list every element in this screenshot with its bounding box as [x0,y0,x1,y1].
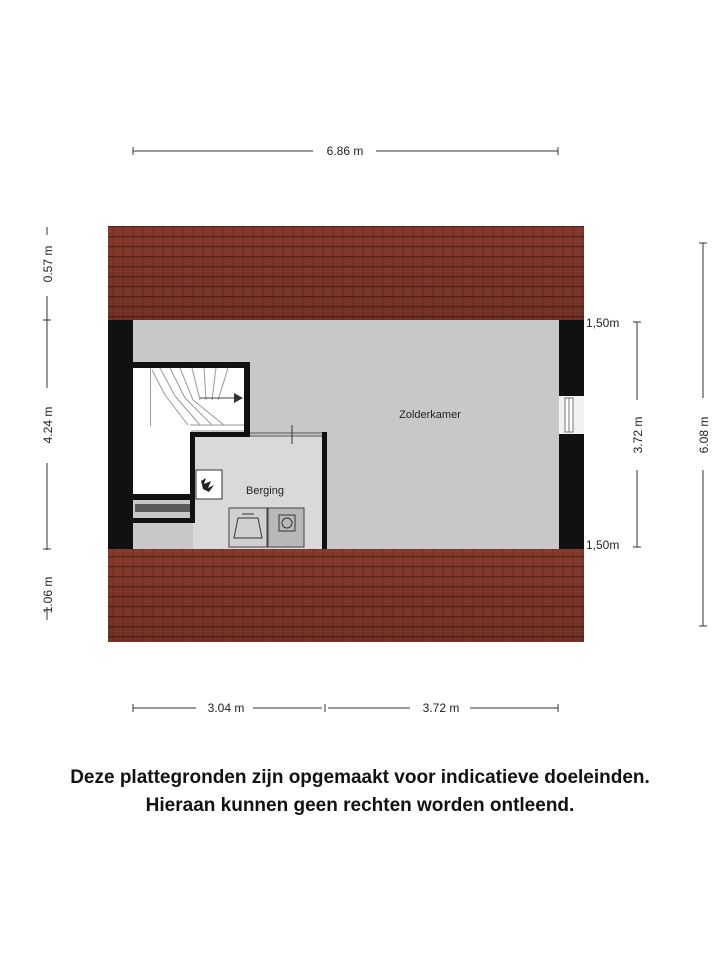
left-dimension-mid: 4.24 m [41,406,55,444]
height-label-upper: 1,50m [586,316,620,330]
left-dimension-bottom: 1.06 m [41,576,55,614]
washing-machine-icon [229,508,267,547]
storage-wall-right [322,432,327,549]
storage-wall-left [190,432,195,522]
left-dimension [41,227,55,620]
bottom-dimension-left: 3.04 m [207,701,245,715]
bottom-dimension [133,701,558,715]
right-wall [559,320,584,549]
right-inner-dimension-label: 3.72 m [631,416,645,454]
height-label-lower: 1,50m [586,538,620,552]
left-wall [108,320,133,549]
dryer-icon [268,508,304,547]
window-icon [559,396,584,434]
left-dimension-top: 0.57 m [41,245,55,283]
room-label-zolderkamer: Zolderkamer [399,409,461,421]
room-label-berging: Berging [246,485,284,497]
disclaimer-line-2: Hieraan kunnen geen rechten worden ontleend. [145,795,575,816]
bottom-dimension-right: 3.72 m [422,701,460,715]
boiler-icon [196,470,222,499]
top-dimension [133,144,558,158]
storage-wall-top [190,432,250,437]
right-total-dimension [697,243,711,626]
disclaimer-line-1: Deze plattegronden zijn opgemaakt voor indicatieve doeleinden. [70,767,650,788]
right-inner-dimension [586,316,645,552]
right-total-dimension-label: 6.08 m [697,416,711,454]
top-dimension-label: 6.86 m [326,144,364,158]
